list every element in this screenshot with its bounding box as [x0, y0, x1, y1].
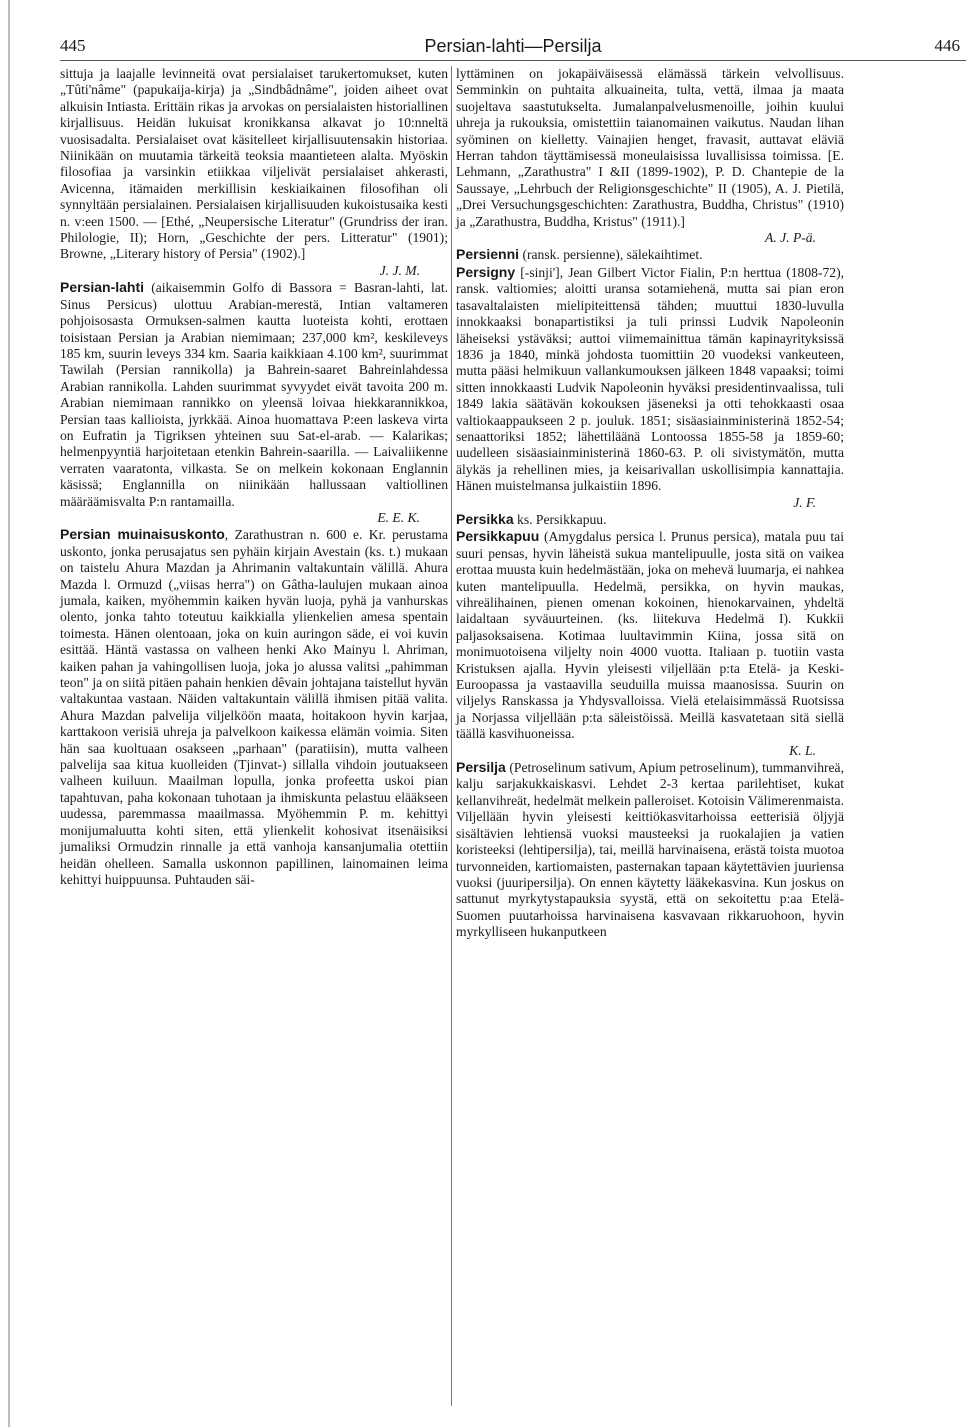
entry-text: (aikaisemmin Golfo di Bassora = Basran-lahti, lat. Sinus Persicus) ulottuu Arabian-merestä, Intian valtameren pohjoisosasta Ormuksen-salmen kautta luoteista kohti, erottaen toisistaan Persian ja Arabian niemimaan; 237,000 km², keskileveys 185 km, suurin leveys 334 km. Saaria kaikkiaan 4.100 km², suurimmat Tawilah (Persian rannikolla) ja Bahrein-saaret Bahreinlahdessa Arabian rannikolla. Lahden suurimmat syvyydet eivät tavoita 200 m. Arabian niemimaan rannikko on yleensä loivaa hiekkarannikkoa, Persian taas kallioista, jyrkkää. Ainoa huomattava P:een laskeva virta on Eufratin ja Tigriksen yhteinen suu Sat-el-arab. — Kalarikas; helmenpyyntiä harjoitetaan etenkin Bahrein-saarilla. — Laivaliikenne verraten vaaratonta, vilkasta. Se on melkein kokonaan Englannin käsissä; Englannilla on niinikään hallussaan valtiollinen määräämisvalta P:n rantamailla. [60, 280, 448, 509]
entry-text: ks. Persikkapuu. [517, 511, 607, 527]
entry-persikka [456, 511, 844, 528]
header-rule [60, 60, 966, 61]
entry-persikkapuu [456, 528, 844, 759]
entry-persienni [456, 246, 844, 263]
entry-text: (ransk. persienne), sälekaihtimet. [522, 247, 703, 263]
entry-text: , Zarathustran n. 600 e. Kr. perustama uskonto, jonka perusajatus sen pyhäin kirjain Avestain (ks. t.) mukaan on taistelu Ahura Mazdan ja Ahrimanin valtakuntain välillä. Ahura Mazda l. Ormuzd („viisas herra") on Gâtha-laulujen mukaan ainoa jumala, kaiken, myöhemmin kaiken hyvän luoja, pyhä ja vanhurskas olento, jonka tahto toteutuu kaikkialla ylienkelien amesa spentain toimesta. Hänen olentoaan, joka on kuin auringon säde, ei voi kuvin esittää. Häntä vastassa on valheen henki Ako Mainyu l. Ahriman, kaiken pahan ja vahingollisen luoja, joka jo alussa valitsi „pahimman teon" ja on siitä pitäen pahain henkien dêvain johtajana taistellut hyvän valtakuntaa vastaan. Näiden valtakuntain välillä ihmisen pitää valita. Ahura Mazdan palvelija viljelköön maata, hoitakoon hyvin karjaa, karttakoon verisiä uhreja ja palvelkoon kaikessa elämän voimia. Siten hän saa kuoltuaan osakseen „parhaan" (paratiisin), mutta valheen palvelija saa kitua kuolleiden (Tjinvat-) sillalla vihdoin joutuakseen valheen kuiluun. Maailman lopulla, jonka profeetta uskoi pian tapahtuvan, paha kokonaan tuhotaan ja ihmiskunta pelastuu elääkseen uudessa, paremmassa maailmassa. Myöhemmin P. m. kehittyi monijumaluutta kohti siten, että ylienkelit kohosivat itsenäisiksi jumaliksi Ormudzin rinnalle ja että vanhoja kansanjumalia otettiin heidän ohelleen. Samalla uskonnon papillinen, lainomainen leima kehittyi huippuunsa. Puhtauden säi- [60, 527, 448, 887]
page-number-right: 446 [934, 36, 960, 55]
entry-persian-literature-end [60, 66, 448, 279]
entry-text: sittuja ja laajalle levinneitä ovat persialaiset tarukertomukset, kuten „Tûti'nâme" (papukaija-kirja) ja „Sindbâdnâme", joiden aiheet ovat alkuisin Intiasta. Erittäin rikas ja arvokas on persialaisten historiallinen kirjallisuus. Heidän lukuisat kronikkansa alkavat jo 10:nneltä vuosisadalta. Persialaiset ovat käsitelleet kirjallisuutensakin historiaa. Niinikään on muutamia tärkeitä teoksia maantieteen alalta. Myöskin filosofiaa ja varsinkin etiikkaa viljelivät persialaiset ahkerasti, Avicenna, itämaiden merkillisin keskiaikainen filosofihan oli synnyltään persialainen. Persialaisen kirjallisuuden kukoistusaika kesti n. v:een 1500. — [Ethé, „Neupersische Literatur" (Grundriss der iran. Philologie, II); Horn, „Geschichte der pers. Litteratur" (1901); Browne, „Literary history of Persia" (1902).] [60, 66, 448, 262]
entry-headword: Persigny [456, 263, 516, 280]
entry-headword: Persian muinaisuskonto [60, 526, 225, 543]
author-signature: J. F. [793, 494, 816, 510]
entry-text: lyttäminen on jokapäiväisessä elämässä tärkein velvollisuus. Semminkin on puhtaita alkuaineita, tulta, vettä, ilmaa ja maata suojeltava saastutukselta. Jumalanpalvelusmenoille, joihin kuului uhreja ja rukouksia, omistettiin taianomainen vaikutus. Naudan lihan syöminen on kielletty. Vainajien henget, fravasit, auttavat eläviä Herran tahdon täyttämisessä moneulaisissa luvallisissa toimissa. [E. Lehmann, „Zarathustra" I &II (1899-1902), P. D. Chantepie de la Saussaye, „Lehrbuch der Religionsgeschichte" II (1905), A. J. Pietilä, „Drei Versuchungsgeschichten: Zarathustra, Buddha, Christus" (1910) ja „Zarathustra, Buddha, Kristus" (1911).] [456, 66, 844, 229]
entry-text: (Amygdalus persica l. Prunus persica), matala puu tai suuri pensas, hyvin läheistä sukua mantelipuulle, josta sitä on vaikea erottaa muusta kuin hedelmästään, joka on mehevä luumarja, ei nahkea kuten mantelipuulla. Hedelmä, persikka, on hyvin maukas, vihreälihainen, pienen omenan kokoinen, hienokarvainen, yhdeltä laidaltaan syväuurteinen. (ks. liitekuva Hedelmä I). Kukkii paljasoksaisena. Kotimaa luultavimmin Kiina, jossa sitä on monimuotoisena viljelty noin 4000 vuotta. Italiaan p. tuotiin vasta Kristuksen ajalla. Hyvin yleisesti viljellään p:ta Etelä- ja Keski-Euroopassa ja vastaavilla seuduilla muissa maanosissa. Suurin on viljelys Ranskassa ja Yhdysvalloissa. Vielä etelaisimmässä Ruotsissa ja Norjassa viljellään p:ta säleistöissä. Meillä kasvatetaan sitä siellä täällä kasvihuoneissa. [456, 529, 844, 742]
entry-persian-lahti [60, 279, 448, 526]
entry-text: [-sinji'], Jean Gilbert Victor Fialin, P:n herttua (1808-72), ransk. valtiomies; aloitti uransa sotamiehenä, mutta sai pian eron tasavaltalaisten mielipiteittensä tähden; muuttui 1830-luvulla innokkaaksi bonapartistiksi ja tuli prinssi Ludvik Napoleonin läheiseksi ystäväksi; auttoi viimemainittua tämän kapinayrityksissä 1836 ja 1840, minkä johdosta tuomittiin 20 vuodeksi vankeuteen, mutta pääsi helmikuun vallankumouksen jälkeen 1848 vapaaksi; toimi sitten innokkaasti Ludvik Napoleonin hyväksi presidentinvaalissa, tuli 1849 lakia säätävän kokouksen jäseneksi ja otti tehokkaasti osaa valtiokaappaukseen 2 p. jouluk. 1851; sisäasiainministerinä 1852-54; senaattoriksi 1852; lähettiläänä Lontoossa 1855-58 ja 1859-60; uudelleen sisäasiainministerinä 1860-63. P. oli sivistymätön, mutta älykäs ja rehellinen mies, ja keisarivallan uskollisimpia kannattajia. Hänen muistelmansa julkaistiin 1896. [456, 264, 844, 494]
author-signature: E. E. K. [377, 509, 420, 525]
scan-edge [8, 0, 10, 1427]
entry-persigny [456, 264, 844, 511]
right-column [456, 66, 844, 941]
author-signature: J. J. M. [379, 262, 420, 278]
page-header [60, 36, 966, 58]
left-column [60, 66, 448, 888]
entry-headword: Persienni [456, 246, 520, 263]
running-title: Persian-lahti—Persilja [424, 36, 602, 56]
entry-persilja [456, 759, 844, 940]
entry-persian-muinaisuskonto [60, 526, 448, 888]
entry-text: (Petroselinum sativum, Apium petroselinum), tummanvihreä, kalju sarjakukkaiskasvi. Lehdet 2-3 kertaa parilehtiset, kukat kellanvihreät, hedelmät melkein palleroiset. Kotoisin Välimerenmaista. Viljellään hyvin yleisesti keittiökasvitarhoissa eetterisiä öljyjä sisältävien lehtiensä vuoksi mausteeksi ja ruokalajien ja vatien koristeeksi (lehtipersilja), tai, meillä harvinaisena, erästä toista muotoa turvonneiden, kartiomaisten, pasternakan tapaan käytettävien juuriensa vuoksi (juuripersilja). On ennen käytetty lääkekasvina. Kun joskus on sattunut myrkytystapauksia syystä, että on sekoitettu p:aa Etelä-Suomen puutarhoissa harvinaisena kasvavaan rikkaruohoon, hyvin myrkylliseen hukanputkeen [456, 760, 844, 940]
entry-continuation [456, 66, 844, 246]
author-signature: A. J. P-ä. [765, 230, 816, 246]
column-divider [451, 66, 452, 1406]
entry-headword: Persikka [456, 510, 514, 527]
author-signature: K. L. [789, 742, 816, 758]
entry-headword: Persilja [456, 759, 506, 776]
page-number-left: 445 [60, 36, 86, 55]
entry-headword: Persikkapuu [456, 528, 540, 545]
entry-headword: Persian-lahti [60, 279, 145, 296]
